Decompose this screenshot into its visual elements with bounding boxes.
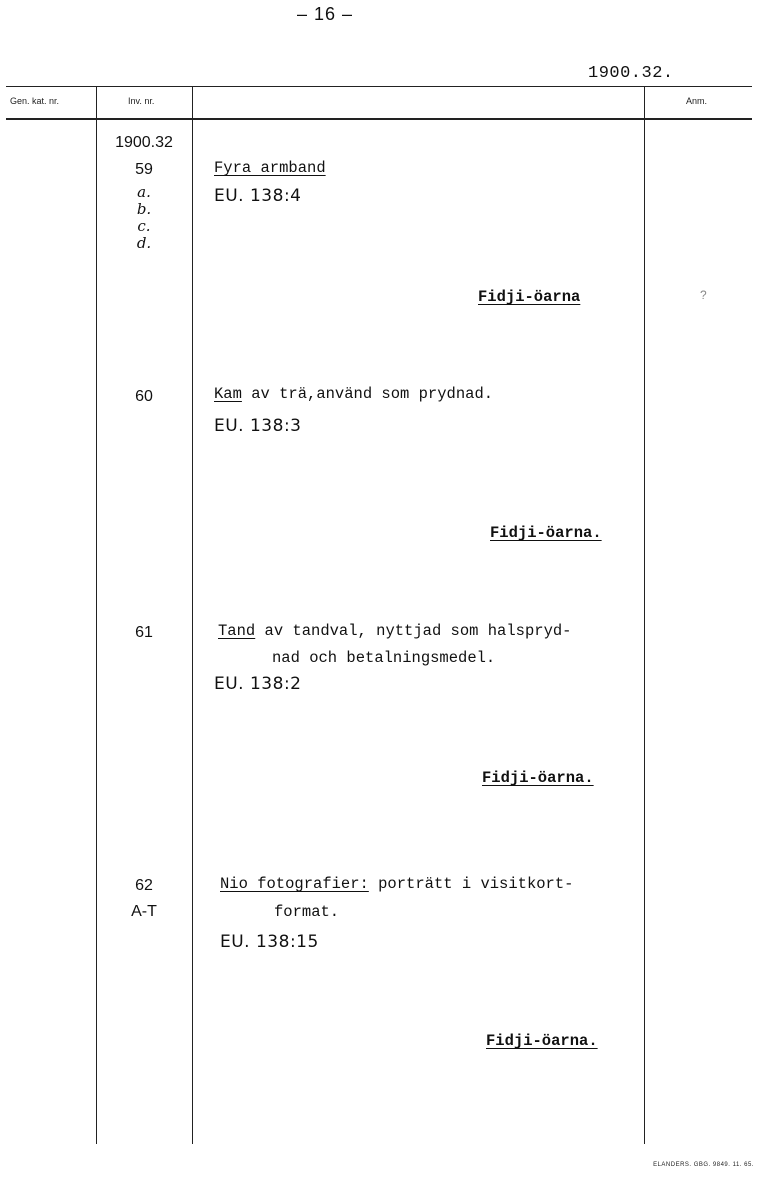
entry-description-rest: av tandval, nyttjad som halspryd- xyxy=(255,622,572,640)
annotation-mark: ? xyxy=(700,288,707,302)
column-divider-inv-desc xyxy=(192,86,193,1144)
entry-subitem: d. xyxy=(136,234,152,252)
entry-subitem: c. xyxy=(137,217,151,235)
entry-place: Fidji-öarna. xyxy=(490,524,602,542)
entry-subitem: a. xyxy=(137,183,151,201)
entry-catalog-number: EU. 138:15 xyxy=(220,932,319,952)
entry-place: Fidji-öarna. xyxy=(482,769,594,787)
entry-title: Fyra armband xyxy=(214,159,326,177)
table-top-rule xyxy=(6,86,752,87)
entry-description-line-2: format. xyxy=(274,903,340,921)
entry-title: Nio fotografier: xyxy=(220,875,369,893)
entry-place: Fidji-öarna xyxy=(478,288,581,306)
entry-inv-number: 60 xyxy=(135,388,153,405)
table-header-rule xyxy=(6,118,752,120)
entry-inv-range: A-T xyxy=(131,903,157,920)
entry-catalog-number: EU. 138:3 xyxy=(214,416,302,436)
entry-title: Tand xyxy=(218,622,256,640)
entry-title: Kam xyxy=(214,385,242,403)
entry-accession-number: 1900.32 xyxy=(115,134,173,151)
column-header-anm: Anm. xyxy=(686,96,708,106)
entry-description xyxy=(220,875,573,893)
entry-inv-number: 61 xyxy=(135,624,153,641)
entry-catalog-number: EU. 138:4 xyxy=(214,186,302,206)
entry-place: Fidji-öarna. xyxy=(486,1032,598,1050)
entry-inv-number: 62 xyxy=(135,877,153,894)
accession-header: 1900.32. xyxy=(588,64,674,83)
column-header-gen-kat: Gen. kat. nr. xyxy=(10,96,60,106)
entry-description-line-2: nad och betalningsmedel. xyxy=(272,649,496,667)
entry-description xyxy=(214,159,326,177)
entry-subitem: b. xyxy=(136,200,152,218)
entry-description-rest: av trä,använd som prydnad. xyxy=(241,385,494,403)
column-divider-desc-anm xyxy=(644,86,645,1144)
page-number: – 16 – xyxy=(296,4,354,24)
entry-description xyxy=(218,622,571,640)
entry-description-rest: porträtt i visitkort- xyxy=(368,875,574,893)
entry-description xyxy=(214,385,493,403)
entry-catalog-number: EU. 138:2 xyxy=(214,674,302,694)
column-header-inv: Inv. nr. xyxy=(128,96,155,106)
printer-mark: ELANDERS. GBG. 9849. 11. 65. xyxy=(653,1162,754,1168)
entry-inv-number: 59 xyxy=(135,161,153,178)
